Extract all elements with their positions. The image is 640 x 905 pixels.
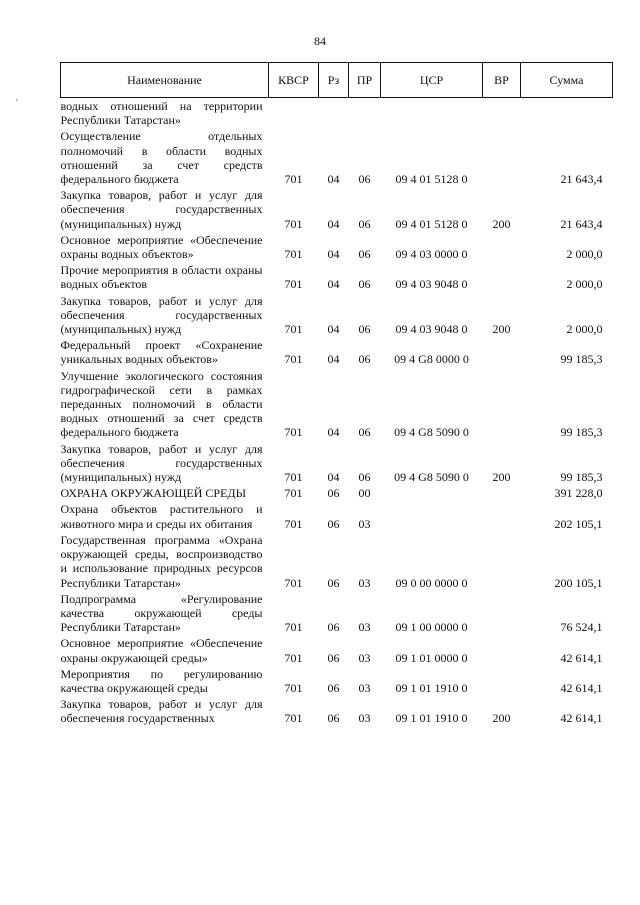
cell-rz: 04 <box>327 216 340 231</box>
cell-sum: 21 643,4 <box>560 172 603 187</box>
cell-csr: 09 4 01 5128 0 <box>395 216 468 231</box>
cell-kvsr: 701 <box>284 247 303 262</box>
header-csr: ЦСР <box>381 63 483 98</box>
cell-sum: 42 614,1 <box>560 650 603 665</box>
cell-pr <box>349 98 381 130</box>
cell-vr: 200 <box>492 322 511 337</box>
cell-kvsr: 701 <box>284 172 303 187</box>
cell-rz: 04 <box>327 352 340 367</box>
cell-vr <box>483 98 521 130</box>
cell-sum: 391 228,0 <box>554 486 603 501</box>
cell-csr: 09 4 03 9048 0 <box>395 277 468 292</box>
cell-vr: 200 <box>492 711 511 726</box>
cell-vr <box>483 533 521 592</box>
cell-sum: 42 614,1 <box>560 711 603 726</box>
cell-name: ОХРАНА ОКРУЖАЮЩЕЙ СРЕДЫ <box>60 486 247 501</box>
cell-name: Мероприятия по регулированию качества окружающей среды <box>60 666 263 695</box>
table-row <box>61 294 613 339</box>
cell-csr: 09 4 G8 0000 0 <box>394 352 469 367</box>
cell-rz: 06 <box>327 711 340 726</box>
cell-csr: 09 1 00 0000 0 <box>395 620 468 635</box>
table-row <box>61 533 613 592</box>
cell-kvsr: 701 <box>284 322 303 337</box>
cell-pr: 03 <box>358 650 371 665</box>
cell-name: Закупка товаров, работ и услуг для обеспечения государственных (муниципальных) нужд <box>60 293 263 337</box>
cell-vr <box>483 592 521 637</box>
table-row <box>61 98 613 130</box>
table-row <box>61 338 613 368</box>
cell-sum: 202 105,1 <box>554 516 603 531</box>
cell-vr <box>483 667 521 697</box>
cell-sum: 99 185,3 <box>560 425 603 440</box>
cell-rz: 06 <box>327 575 340 590</box>
header-rz: Рз <box>319 63 349 98</box>
page-number: 84 <box>314 34 326 48</box>
table-row <box>61 188 613 233</box>
cell-name: Закупка товаров, работ и услуг для обеспечения государственных (муниципальных) нужд <box>60 441 263 485</box>
cell-sum: 2 000,0 <box>566 322 603 337</box>
cell-pr: 06 <box>358 247 371 262</box>
cell-kvsr: 701 <box>284 470 303 485</box>
cell-sum: 42 614,1 <box>560 680 603 695</box>
cell-pr: 03 <box>358 680 371 695</box>
cell-kvsr: 701 <box>284 711 303 726</box>
cell-vr <box>483 502 521 532</box>
cell-vr <box>483 233 521 263</box>
table-row <box>61 263 613 293</box>
cell-name: Государственная программа «Охрана окружающей среды, воспроизводство и использование природных ресурсов Республики Татарстан» <box>60 532 263 590</box>
cell-pr: 06 <box>358 470 371 485</box>
cell-vr <box>483 338 521 368</box>
cell-rz: 04 <box>327 425 340 440</box>
cell-kvsr <box>269 98 319 130</box>
cell-kvsr: 701 <box>284 486 303 501</box>
table-body <box>61 98 613 728</box>
table-row <box>61 667 613 697</box>
cell-rz <box>319 98 349 130</box>
cell-vr <box>483 486 521 502</box>
cell-sum <box>521 98 613 130</box>
cell-csr: 09 1 01 1910 0 <box>395 680 468 695</box>
table-row <box>61 442 613 487</box>
cell-name: Осуществление отдельных полномочий в области водных отношений за счет средств федерального бюджета <box>60 129 263 187</box>
cell-kvsr: 701 <box>284 680 303 695</box>
cell-vr <box>483 369 521 442</box>
cell-kvsr: 701 <box>284 277 303 292</box>
table-row <box>61 369 613 442</box>
cell-sum: 99 185,3 <box>560 352 603 367</box>
cell-rz: 04 <box>327 172 340 187</box>
cell-name: Основное мероприятие «Обеспечение охраны окружающей среды» <box>60 636 263 665</box>
cell-csr <box>381 98 483 130</box>
cell-rz: 04 <box>327 277 340 292</box>
cell-vr <box>483 129 521 188</box>
cell-csr: 09 4 03 9048 0 <box>395 322 468 337</box>
table-row <box>61 233 613 263</box>
cell-csr <box>381 486 483 502</box>
cell-vr <box>483 263 521 293</box>
scan-mark: ' <box>16 98 18 109</box>
cell-kvsr: 701 <box>284 216 303 231</box>
cell-csr: 09 4 G8 5090 0 <box>394 470 469 485</box>
cell-pr: 06 <box>358 425 371 440</box>
cell-pr: 06 <box>358 322 371 337</box>
cell-kvsr: 701 <box>284 575 303 590</box>
cell-kvsr: 701 <box>284 425 303 440</box>
table-row <box>61 486 613 502</box>
cell-pr: 03 <box>358 516 371 531</box>
header-pr: ПР <box>349 63 381 98</box>
cell-name: Федеральный проект «Сохранение уникальных водных объектов» <box>60 338 263 367</box>
cell-csr: 09 4 03 0000 0 <box>395 247 468 262</box>
cell-rz: 04 <box>327 247 340 262</box>
table-row <box>61 636 613 666</box>
cell-pr: 06 <box>358 172 371 187</box>
cell-csr: 09 1 01 0000 0 <box>395 650 468 665</box>
cell-kvsr: 701 <box>284 352 303 367</box>
cell-csr <box>381 502 483 532</box>
cell-kvsr: 701 <box>284 650 303 665</box>
cell-pr: 06 <box>358 277 371 292</box>
cell-rz: 06 <box>327 650 340 665</box>
cell-name: Закупка товаров, работ и услуг для обеспечения государственных (муниципальных) нужд <box>60 188 263 231</box>
cell-rz: 04 <box>327 322 340 337</box>
cell-name: водных отношений на территории Республики Татарстан» <box>60 99 263 128</box>
cell-name: Охрана объектов растительного и животного мира и среды их обитания <box>60 502 263 531</box>
cell-rz: 06 <box>327 486 340 501</box>
cell-name: Основное мероприятие «Обеспечение охраны водных объектов» <box>60 232 263 262</box>
cell-csr: 09 0 00 0000 0 <box>395 575 468 590</box>
header-kvsr: КВСР <box>269 63 319 98</box>
cell-vr <box>483 636 521 666</box>
cell-name: Закупка товаров, работ и услуг для обеспечения государственных <box>60 697 263 726</box>
cell-pr: 00 <box>358 486 371 501</box>
cell-kvsr: 701 <box>284 516 303 531</box>
header-vr: ВР <box>483 63 521 98</box>
cell-pr: 03 <box>358 620 371 635</box>
cell-pr: 03 <box>358 711 371 726</box>
cell-rz: 06 <box>327 680 340 695</box>
cell-sum: 21 643,4 <box>560 216 603 231</box>
table-row <box>61 697 613 727</box>
header-sum: Сумма <box>521 63 613 98</box>
cell-name: Прочие мероприятия в области охраны водных объектов <box>60 263 263 292</box>
cell-pr: 03 <box>358 575 371 590</box>
cell-rz: 06 <box>327 620 340 635</box>
table-header <box>61 63 613 98</box>
table-row <box>61 129 613 188</box>
cell-name: Улучшение экологического состояния гидрографической сети в рамках переданных полномочий в области водных отношений за счет средств федерального бюджета <box>60 368 263 440</box>
cell-rz: 06 <box>327 516 340 531</box>
cell-sum: 99 185,3 <box>560 470 603 485</box>
cell-name: Подпрограмма «Регулирование качества окружающей среды Республики Татарстан» <box>60 591 263 635</box>
cell-pr: 06 <box>358 216 371 231</box>
table-row <box>61 502 613 532</box>
cell-sum: 2 000,0 <box>566 277 603 292</box>
header-name: Наименование <box>61 63 269 98</box>
cell-rz: 04 <box>327 470 340 485</box>
table-row <box>61 592 613 637</box>
cell-csr: 09 4 01 5128 0 <box>395 172 468 187</box>
cell-vr: 200 <box>492 470 511 485</box>
cell-kvsr: 701 <box>284 620 303 635</box>
cell-sum: 2 000,0 <box>566 247 603 262</box>
budget-table <box>60 62 613 728</box>
cell-sum: 200 105,1 <box>554 575 603 590</box>
cell-csr: 09 4 G8 5090 0 <box>394 425 469 440</box>
cell-vr: 200 <box>492 216 511 231</box>
cell-csr: 09 1 01 1910 0 <box>395 711 468 726</box>
cell-sum: 76 524,1 <box>560 620 603 635</box>
cell-pr: 06 <box>358 352 371 367</box>
